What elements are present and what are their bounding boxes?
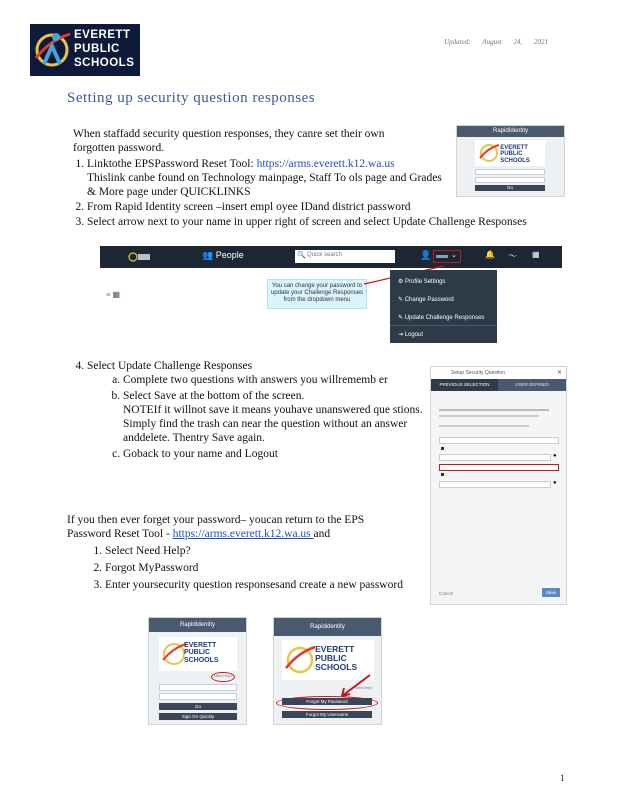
bell-icon[interactable]: 🔔 — [485, 250, 495, 259]
step-3: 3. Select arrow next to your name in upper right of screen and select Update Challenge Responses — [87, 215, 567, 229]
menu-change-password[interactable]: ✎ Change Password — [398, 297, 454, 303]
logo-line-2: PUBLIC — [74, 43, 120, 55]
user-icon[interactable]: 👤 — [420, 250, 432, 260]
logo-figure-icon — [30, 24, 76, 76]
answer-2-field[interactable] — [439, 481, 551, 488]
menu-logout[interactable]: ⇥ Logout — [398, 332, 424, 338]
step-1-extra: Thislink canbe found on Technology mainpage, Staff To ols page and Grades & More page under QUICKLINKS — [87, 172, 442, 198]
go-button[interactable]: Go — [475, 185, 545, 191]
reset-tool-link[interactable]: https://arms.everett.k12.wa.us — [256, 158, 395, 170]
mini-logo-line-2: PUBLIC — [183, 649, 211, 657]
step-4b-note: NOTEIf it willnot save it means youhave unanswered que stions. Simply find the trash can near the question without an answer anddelete. Thentry Save again. — [123, 404, 423, 444]
mini-logo-figure-icon — [477, 140, 501, 166]
username-field[interactable] — [159, 684, 237, 691]
search-icon: 🔍 — [297, 251, 306, 259]
instruction-line — [439, 425, 529, 427]
forget-reset-link[interactable]: https://arms.everett.k12.wa.us — [172, 528, 314, 540]
rid-header: RapidIdentity — [457, 126, 564, 137]
mini-logo-line-3: SCHOOLS — [500, 157, 530, 164]
updated-year: 2021 — [534, 38, 548, 46]
mini-logo-line-1: EVERETT — [500, 145, 528, 151]
people-tab[interactable] — [202, 250, 244, 261]
forget-text-1: If you then ever forget your password– youcan return to the EPS Password Reset Tool - — [67, 514, 365, 540]
need-help-link[interactable]: Need Help? — [354, 686, 373, 690]
password-field[interactable] — [475, 177, 545, 183]
mini-logo — [475, 140, 545, 166]
forget-step-1: 1. Select Need Help? — [105, 543, 405, 559]
eye-icon[interactable]: ● — [553, 480, 557, 486]
forget-steps-list — [85, 543, 405, 594]
updated-day: 24, — [513, 38, 523, 46]
steps-list-b — [67, 359, 427, 463]
step-4-text: Select Update Challenge Responses — [87, 360, 253, 372]
rid-header: Rapididentity — [274, 618, 381, 636]
logo-line-1: EVERETT — [74, 29, 131, 41]
logo-line-3: SCHOOLS — [74, 57, 135, 69]
mini-logo-line-3: SCHOOLS — [315, 661, 358, 672]
cancel-button[interactable]: Cancel — [439, 591, 454, 596]
page-number: 1 — [560, 773, 565, 783]
chevron-down-icon: ⌄ — [451, 252, 457, 259]
password-field[interactable] — [159, 693, 237, 700]
tab-user-defined[interactable]: USER DEFINED — [498, 379, 566, 391]
mini-logo — [159, 637, 237, 671]
mini-logo-line-1: EVERETT — [315, 644, 355, 654]
tab-previous-selection[interactable]: PREVIOUS SELECTION — [431, 379, 498, 391]
sso-button[interactable]: Sign On Quickly — [159, 713, 237, 720]
username-field[interactable] — [475, 169, 545, 175]
search-placeholder: Quick search — [307, 252, 343, 258]
eye-icon[interactable]: ● — [553, 453, 557, 459]
updated-label: Updated: — [444, 38, 471, 46]
forgot-username-button[interactable]: Forgot My Username — [282, 711, 372, 718]
forgot-password-screenshot — [273, 617, 382, 725]
instruction-line — [439, 415, 539, 417]
trash-icon[interactable] — [441, 473, 444, 476]
forgot-password-button[interactable]: Forgot My Password — [282, 698, 372, 705]
need-help-link[interactable]: Need Help? — [214, 674, 233, 678]
people-label: People — [215, 250, 244, 260]
go-button[interactable]: Go — [159, 703, 237, 710]
question-1-select[interactable] — [439, 437, 559, 444]
step-2: 2. From Rapid Identity screen –insert empl oyee IDand district password — [87, 200, 567, 214]
page-title: Setting up security question responses — [67, 90, 316, 106]
mini-logo-line-3: SCHOOLS — [183, 656, 219, 664]
topbar-logo-icon — [128, 251, 150, 263]
rid-header: RapidIdentity — [149, 618, 246, 632]
mini-logo-line-2: PUBLIC — [500, 151, 523, 158]
forget-step-3: 3. Enter yoursecurity question responsesand create a new password — [105, 577, 405, 593]
step-4c: c. Goback to your name and Logout — [123, 447, 427, 461]
people-icon: 👥 — [202, 250, 214, 260]
mini-logo-line-1: EVERETT — [183, 642, 217, 649]
question-2-select[interactable] — [439, 464, 559, 471]
grid-icon[interactable]: ▦ — [532, 250, 540, 259]
forget-step-2: 2. Forgot MyPassword — [105, 560, 405, 576]
login-screenshot — [456, 125, 565, 197]
setup-title: Setup Security Question — [431, 367, 566, 379]
close-icon[interactable]: ✕ — [556, 370, 562, 376]
answer-1-field[interactable] — [439, 454, 551, 461]
forget-text-2: and — [313, 528, 331, 540]
activity-icon[interactable]: 〜 — [508, 251, 518, 261]
instruction-line — [439, 409, 549, 411]
menu-screenshot — [100, 246, 562, 344]
menu-update-challenge[interactable]: ✎ Update Challenge Responses — [398, 315, 485, 321]
step-4a: a. Complete two questions with answers you willrememb er — [123, 373, 427, 387]
step-1-text: Linktothe EPSPassword Reset Tool: — [87, 158, 257, 170]
hamburger-icon[interactable]: ≡ ▦ — [106, 290, 121, 299]
change-password-callout: You can change your password to update your Challenge Responses from the dropdown menu — [267, 279, 367, 309]
mini-logo-figure-icon — [283, 640, 317, 680]
trash-icon[interactable] — [441, 447, 444, 450]
eps-logo — [30, 24, 140, 76]
updated-month: August — [482, 38, 502, 46]
updated-date — [434, 38, 548, 46]
menu-profile-settings[interactable]: ⚙ Profile Settings — [398, 279, 446, 285]
save-button[interactable]: Save — [542, 588, 560, 597]
step-4b — [123, 389, 427, 445]
forget-paragraph — [67, 513, 397, 541]
intro-text: When staffadd security question responses, they canre set their own forgotten password. — [73, 128, 385, 154]
setup-security-screenshot — [430, 366, 567, 605]
step-4b-text: Select Save at the bottom of the screen. — [123, 390, 305, 402]
mini-logo-line-2: PUBLIC — [315, 652, 347, 663]
user-dropdown-menu — [390, 270, 497, 343]
need-help-screenshot — [148, 617, 247, 725]
step-4 — [87, 359, 427, 461]
